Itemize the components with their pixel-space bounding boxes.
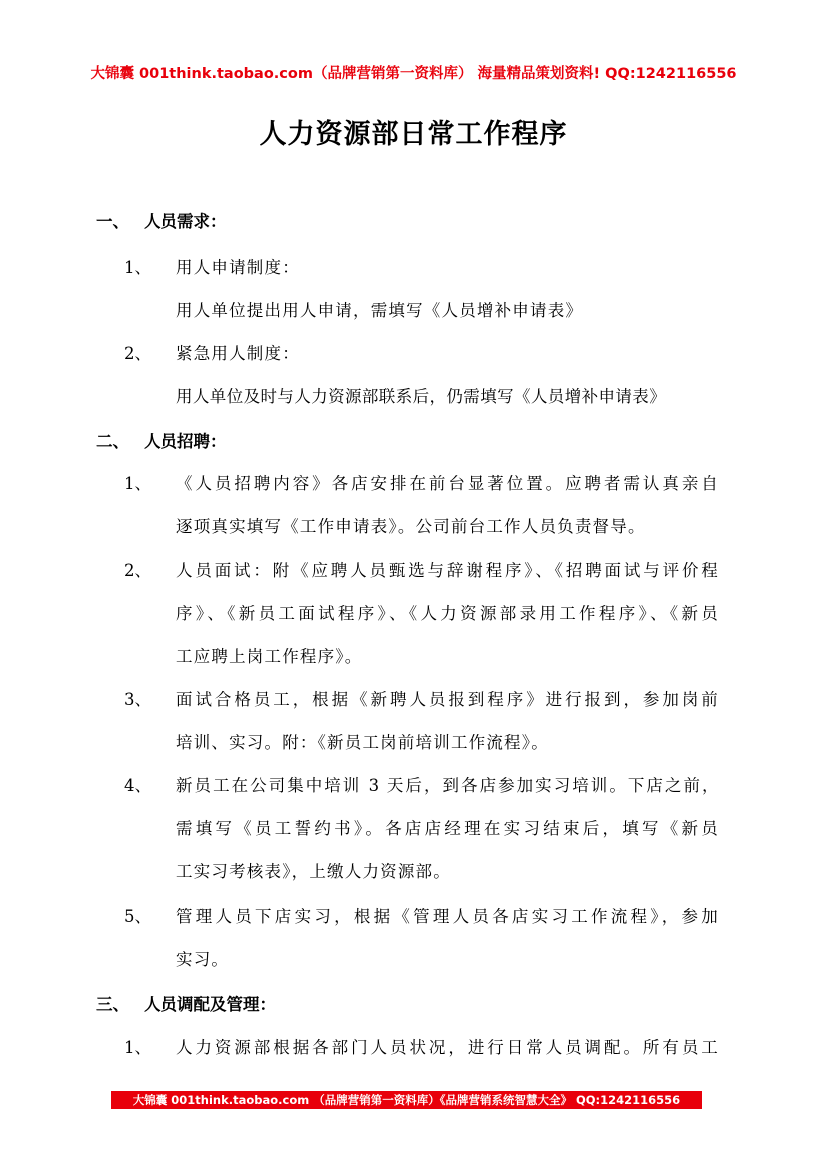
item-text: 序》、《新员工面试程序》、《人力资源部录用工作程序》、《新员	[176, 604, 719, 623]
item-text: 用人单位提出用人申请，需填写《人员增补申请表》	[176, 301, 584, 320]
section-title: 人员调配及管理：	[144, 995, 276, 1014]
section-heading	[96, 991, 276, 1015]
item-text: 逐项真实填写《工作申请表》。公司前台工作人员负责督导。	[176, 517, 646, 536]
section-number: 一、	[96, 212, 129, 231]
item-number: 1、	[124, 1038, 151, 1057]
item-text: 紧急用人制度：	[176, 344, 300, 363]
item-text: 工应聘上岗工作程序》。	[176, 647, 363, 666]
item-number: 5、	[124, 907, 151, 926]
section-number: 二、	[96, 432, 129, 451]
item-text: 面试合格员工，根据《新聘人员报到程序》进行报到，参加岗前	[176, 690, 719, 709]
item-number: 3、	[124, 690, 151, 709]
document-title: 人力资源部日常工作程序	[259, 119, 568, 150]
item-text: 需填写《员工誓约书》。各店店经理在实习结束后，填写《新员	[176, 819, 719, 838]
item-number: 1、	[124, 474, 151, 493]
section-heading	[96, 428, 227, 452]
item-text: 新员工在公司集中培训 3 天后，到各店参加实习培训。下店之前，	[176, 776, 719, 795]
item-text: 人员面试：附《应聘人员甄选与辞谢程序》、《招聘面试与评价程	[176, 561, 719, 580]
item-number: 2、	[124, 344, 151, 363]
item-text: 人力资源部根据各部门人员状况，进行日常人员调配。所有员工	[176, 1038, 719, 1057]
item-text: 用人单位及时与人力资源部联系后，仍需填写《人员增补申请表》	[176, 387, 667, 406]
item-text: 培训、实习。附：《新员工岗前培训工作流程》。	[176, 733, 549, 752]
item-number: 1、	[124, 258, 151, 277]
item-number: 2、	[124, 561, 151, 580]
item-text: 管理人员下店实习，根据《管理人员各店实习工作流程》，参加	[176, 907, 719, 926]
section-number: 三、	[96, 995, 129, 1014]
footer-banner: 大锦囊 001think.taobao.com （品牌营销第一资料库）《品牌营销系统智慧大全》 QQ:1242116556	[111, 1091, 702, 1109]
item-number: 4、	[124, 776, 151, 795]
item-text: 《人员招聘内容》各店安排在前台显著位置。应聘者需认真亲自	[176, 474, 719, 493]
item-text: 用人申请制度：	[176, 258, 300, 277]
header-banner: 大锦囊 001think.taobao.com（品牌营销第一资料库） 海量精品策划资料! QQ:1242116556	[90, 66, 737, 82]
section-title: 人员招聘：	[144, 432, 227, 451]
item-text: 工实习考核表》，上缴人力资源部。	[176, 862, 451, 881]
item-text: 实习。	[176, 950, 230, 969]
section-heading	[96, 208, 227, 232]
section-title: 人员需求：	[144, 212, 227, 231]
